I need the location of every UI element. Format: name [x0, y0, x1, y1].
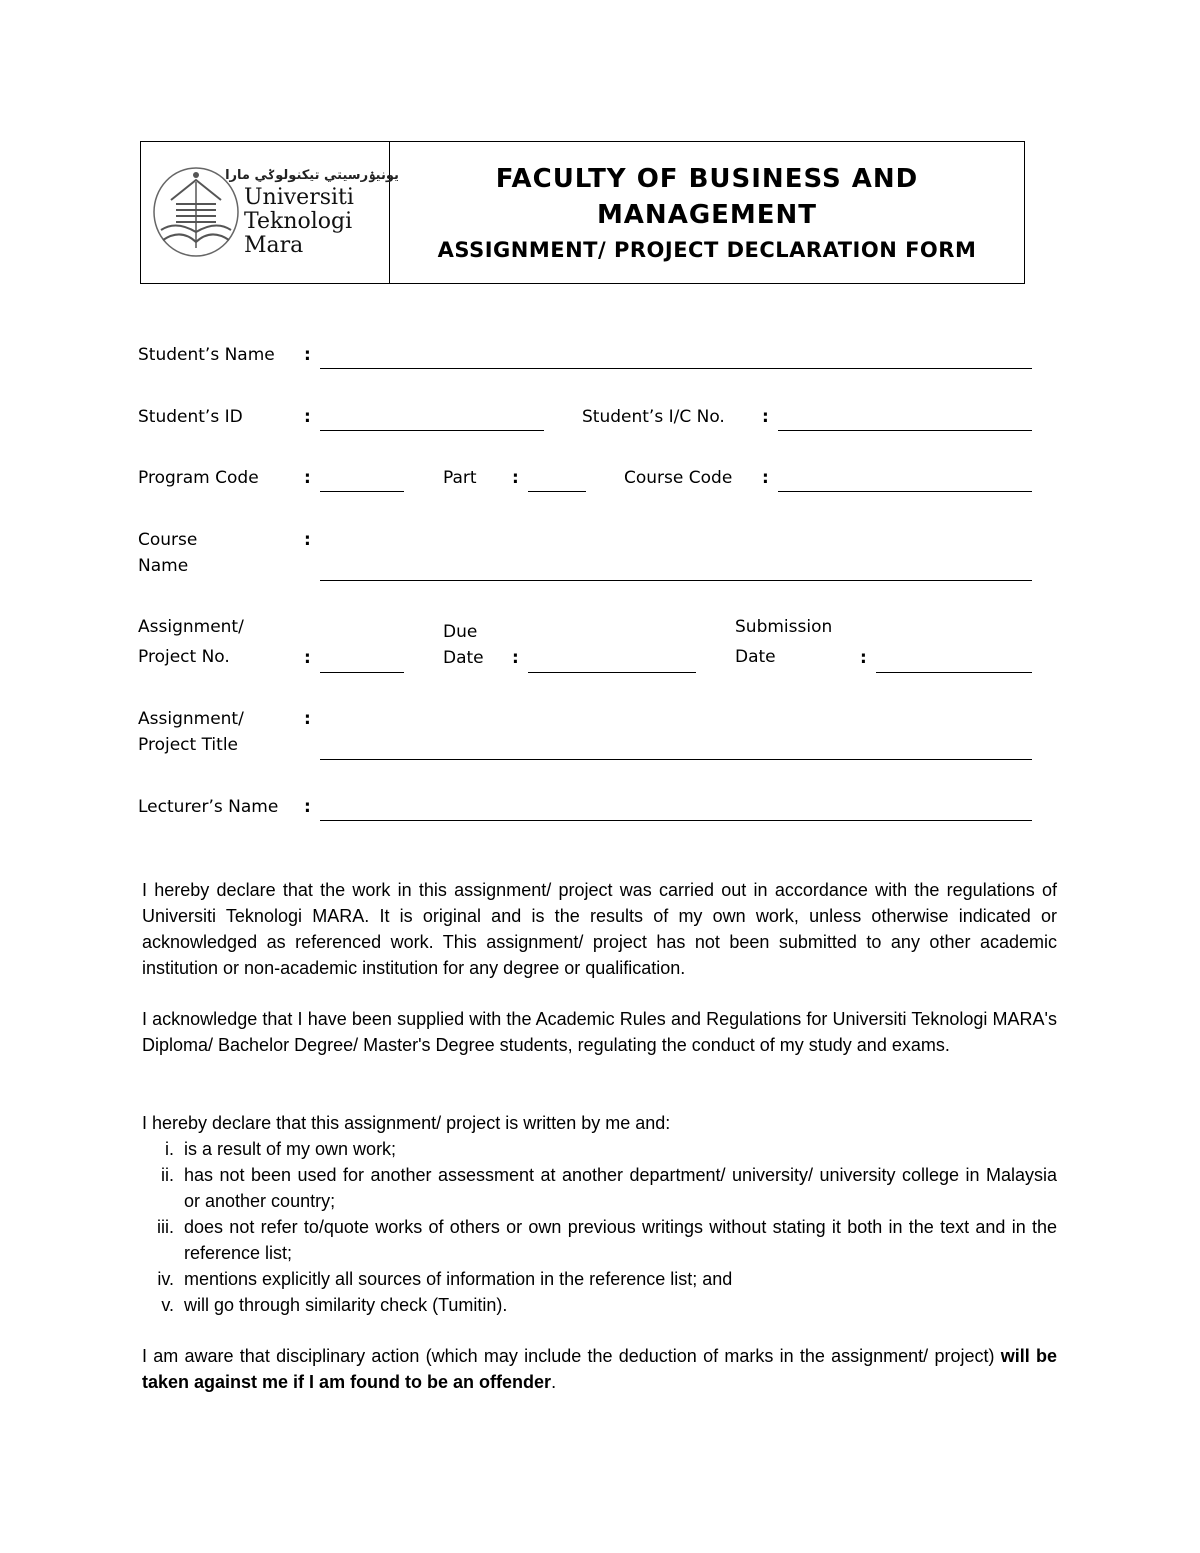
submission-date-field[interactable]	[876, 672, 1032, 673]
jawi-script-logo	[225, 162, 399, 184]
svg-text:يونيۏرسيتي تيكنولوݢي مارا: يونيۏرسيتي تيكنولوݢي مارا	[225, 168, 399, 183]
declaration-paragraph-2: I acknowledge that I have been supplied with the Academic Rules and Regulations for Universiti Teknologi MARA's Diploma/ Bachelor Degree/ Master's Degree students, regulating the conduct of my study and exams.	[142, 1009, 1057, 1055]
colon: :	[512, 468, 519, 488]
list-item: iv. mentions explicitly all sources of information in the reference list; and	[157, 1269, 733, 1289]
declaration-final-paragraph: I am aware that disciplinary action (which may include the deduction of marks in the assignment/ project) will be taken against me if I am found to be an offender.	[142, 1346, 1057, 1392]
declaration-paragraph-3: I hereby declare that this assignment/ project is written by me and:	[142, 1113, 671, 1133]
form-title: ASSIGNMENT/ PROJECT DECLARATION FORM	[437, 237, 977, 262]
declaration-paragraph-1: I hereby declare that the work in this assignment/ project was carried out in accordance with the regulations of Universiti Teknologi MARA. It is original and is the results of my own work, unless otherwise indicated or acknowledged as referenced work. This assignment/ project has not been submitted to any other academic institution or non-academic institution for any degree or qualification.	[142, 880, 1057, 978]
colon: :	[304, 648, 311, 668]
colon: :	[304, 468, 311, 488]
assignment-title-label-line2: Project Title	[138, 735, 238, 755]
university-logo	[141, 142, 399, 283]
logo-teknologi: Teknologi	[244, 209, 353, 234]
part-label: Part	[443, 468, 477, 488]
assignment-no-label-line2: Project No.	[138, 647, 230, 667]
assignment-title-label-line1: Assignment/	[138, 709, 244, 729]
colon: :	[304, 709, 311, 729]
submission-date-label-line2: Date	[735, 647, 776, 667]
due-date-field[interactable]	[528, 672, 696, 673]
logo-universiti: Universiti	[244, 185, 354, 210]
faculty-name-line2: MANAGEMENT	[596, 199, 818, 230]
colon: :	[860, 648, 867, 668]
header-title	[390, 142, 1024, 283]
colon: :	[304, 345, 311, 365]
list-item: ii. has not been used for another assessment at another department/ university/ university college in Malaysia or another country;	[161, 1165, 1057, 1211]
assignment-title-field[interactable]	[320, 759, 1032, 760]
colon: :	[762, 468, 769, 488]
course-code-label: Course Code	[624, 468, 733, 488]
colon: :	[762, 407, 769, 427]
faculty-name-line1: FACULTY OF BUSINESS AND	[495, 163, 919, 194]
lecturers-name-label: Lecturer’s Name	[138, 797, 279, 817]
students-name-label: Student’s Name	[138, 345, 275, 365]
assignment-no-label-line1: Assignment/	[138, 617, 244, 637]
colon: :	[304, 530, 311, 550]
colon: :	[304, 407, 311, 427]
list-item: v. will go through similarity check (Tumitin).	[161, 1295, 508, 1315]
course-name-label-line1: Course	[138, 530, 198, 550]
program-code-field[interactable]	[320, 491, 404, 492]
colon: :	[304, 797, 311, 817]
list-item: iii. does not refer to/quote works of others or own previous writings without stating it both in the text and in the reference list;	[157, 1217, 1057, 1263]
course-name-label-line2: Name	[138, 556, 189, 576]
due-date-label-line2: Date	[443, 648, 484, 668]
course-name-field[interactable]	[320, 580, 1032, 581]
offender-warning: will be taken against me if I am found to be an offender	[142, 1346, 1057, 1392]
declaration-list	[142, 1136, 1057, 1318]
students-id-label: Student’s ID	[138, 407, 243, 427]
list-item: i. is a result of my own work;	[165, 1139, 397, 1159]
lecturers-name-field[interactable]	[320, 820, 1032, 821]
due-date-label-line1: Due	[443, 622, 478, 642]
students-ic-field[interactable]	[778, 430, 1032, 431]
logo-mara: Mara	[244, 233, 304, 258]
assignment-no-field[interactable]	[320, 672, 404, 673]
submission-date-label-line1: Submission	[735, 617, 833, 637]
colon: :	[512, 648, 519, 668]
students-id-field[interactable]	[320, 430, 544, 431]
program-code-label: Program Code	[138, 468, 259, 488]
students-ic-label: Student’s I/C No.	[582, 407, 725, 427]
students-name-field[interactable]	[320, 368, 1032, 369]
part-field[interactable]	[528, 491, 586, 492]
form-header	[140, 141, 1025, 284]
course-code-field[interactable]	[778, 491, 1032, 492]
